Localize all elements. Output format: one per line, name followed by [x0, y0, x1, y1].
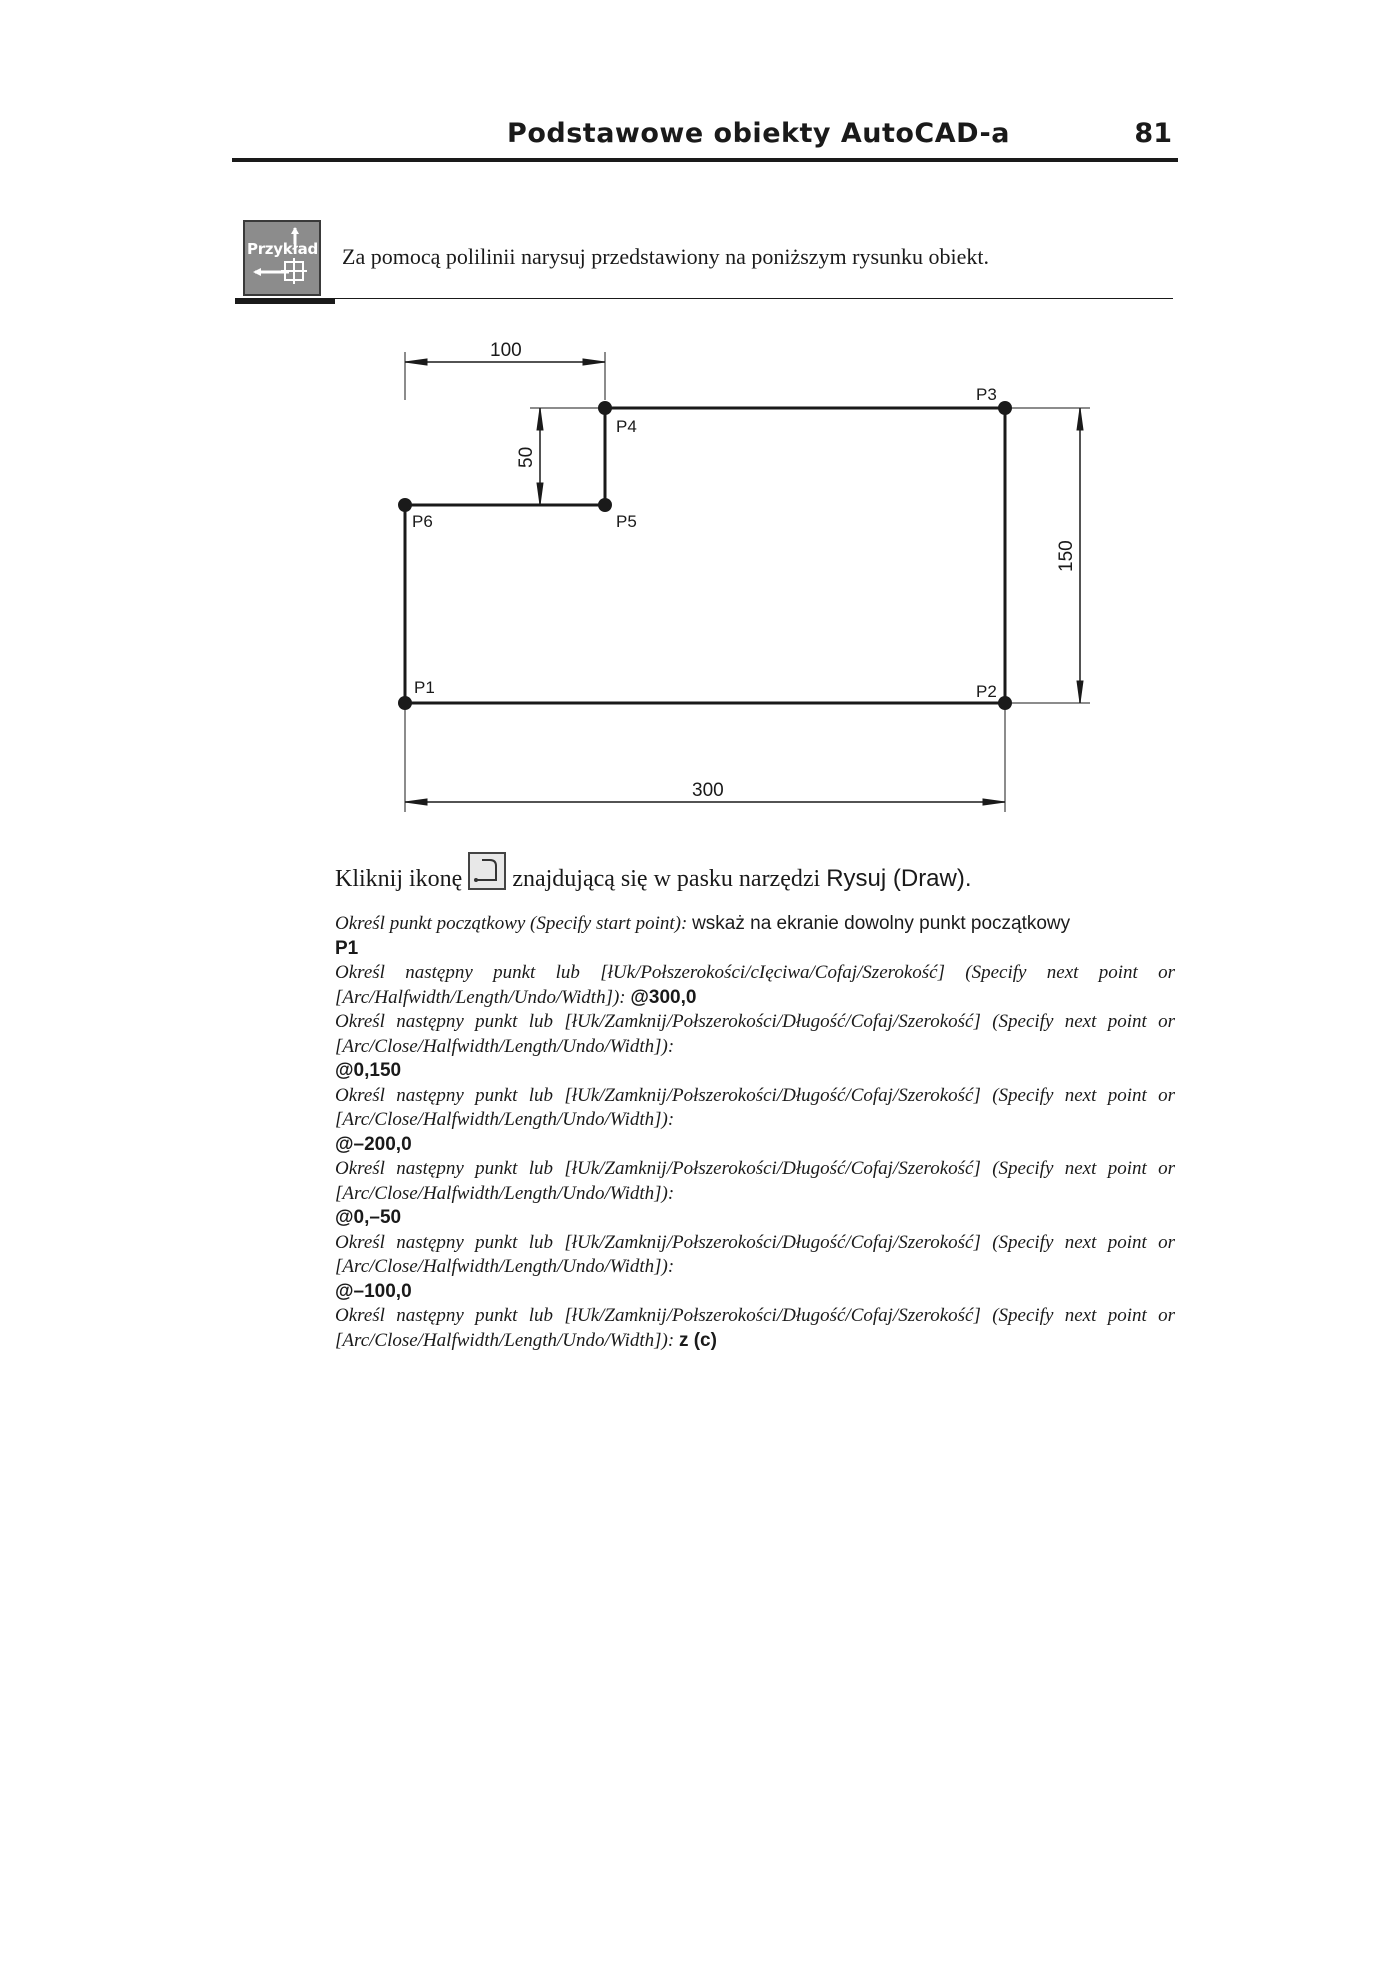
dimension-arrow	[405, 799, 427, 805]
command-response: @0,150	[335, 1060, 402, 1081]
dimension-arrow	[405, 359, 427, 365]
instruction-line	[335, 860, 972, 898]
point-label-p4: P4	[616, 417, 637, 436]
divider	[333, 298, 1173, 299]
command-response: @–100,0	[335, 1280, 412, 1302]
point-label-p3: P3	[976, 385, 997, 404]
point-label-p1: P1	[414, 678, 435, 697]
command-step	[335, 1157, 1175, 1231]
dimension-arrow	[537, 483, 543, 505]
dimension-label-top-width: 100	[490, 340, 522, 361]
command-prompt: Określ punkt początkowy (Specify start point):	[335, 913, 688, 934]
command-response: @–200,0	[335, 1133, 412, 1155]
polyline-drawing	[380, 330, 1100, 830]
instruction-before: Kliknij ikonę	[335, 865, 463, 892]
command-response: @300,0	[630, 986, 697, 1008]
dimension-arrow	[537, 408, 543, 430]
point-label-p6: P6	[412, 512, 433, 531]
vertex-p5	[598, 498, 612, 512]
command-prompt: Określ następny punkt lub [łUk/Zamknij/Połszerokości/Długość/Cofaj/Szerokość] (Specify next point or [Arc/Close/Halfwidth/Length/Undo/Width]):	[335, 1231, 1175, 1277]
dimension-label-step-height: 50	[516, 446, 537, 468]
polyline-tool-icon	[468, 852, 506, 890]
command-response: P1	[335, 937, 359, 959]
command-response: wskaż na ekranie dowolny punkt początkowy	[692, 913, 1071, 934]
vertex-p2	[998, 696, 1012, 710]
command-prompt: Określ następny punkt lub [łUk/Zamknij/Połszerokości/Długość/Cofaj/Szerokość] (Specify next point or [Arc/Close/Halfwidth/Length/Undo/Width]):	[335, 1011, 1175, 1057]
dimension-arrow	[983, 799, 1005, 805]
command-step	[335, 1304, 1175, 1353]
command-prompt: Określ następny punkt lub [łUk/Połszerokości/cIęciwa/Cofaj/Szerokość] (Specify next point or [Arc/Halfwidth/Length/Undo/Width]):	[335, 962, 1175, 1008]
example-badge	[243, 220, 321, 296]
command-step	[335, 961, 1175, 1010]
running-title: Podstawowe obiekty AutoCAD-a	[507, 118, 1010, 149]
vertex-p1	[398, 696, 412, 710]
command-response: z (c)	[678, 1329, 717, 1351]
point-label-p5: P5	[616, 512, 637, 531]
instruction-after: znajdującą się w pasku narzędzi	[512, 865, 821, 892]
dimension-arrow	[1077, 681, 1083, 703]
dimension-arrow	[583, 359, 605, 365]
polyline-outline	[405, 408, 1005, 703]
vertex-p4	[598, 401, 612, 415]
point-label-p2: P2	[976, 682, 997, 701]
vertex-p3	[998, 401, 1012, 415]
command-step	[335, 1084, 1175, 1158]
command-step	[335, 1231, 1175, 1305]
command-prompt: Określ następny punkt lub [łUk/Zamknij/Połszerokości/Długość/Cofaj/Szerokość] (Specify next point or [Arc/Close/Halfwidth/Length/Undo/Width]):	[335, 1305, 1175, 1351]
page-number: 81	[1134, 118, 1172, 149]
dimension-label-total-height: 150	[1056, 540, 1077, 572]
example-underbar	[235, 298, 335, 304]
command-prompt: Określ następny punkt lub [łUk/Zamknij/Połszerokości/Długość/Cofaj/Szerokość] (Specify next point or [Arc/Close/Halfwidth/Length/Undo/Width]):	[335, 1084, 1175, 1130]
command-response: @0,–50	[335, 1207, 402, 1228]
page-header	[232, 118, 1178, 162]
command-prompt: Określ następny punkt lub [łUk/Zamknij/Połszerokości/Długość/Cofaj/Szerokość] (Specify next point or [Arc/Close/Halfwidth/Length/Undo/Width]):	[335, 1158, 1175, 1204]
dimension-arrow	[1077, 408, 1083, 430]
command-step	[335, 912, 1175, 961]
vertex-p6	[398, 498, 412, 512]
toolbar-name: Rysuj (Draw).	[826, 865, 972, 892]
example-label: Przykład	[247, 240, 318, 258]
dimension-label-bottom-width: 300	[692, 780, 724, 801]
command-sequence	[335, 912, 1175, 1353]
polyline-corner-icon	[245, 222, 319, 294]
example-marker	[235, 216, 329, 306]
example-text: Za pomocą polilinii narysuj przedstawiony na poniższym rysunku obiekt.	[342, 244, 990, 269]
command-step	[335, 1010, 1175, 1084]
